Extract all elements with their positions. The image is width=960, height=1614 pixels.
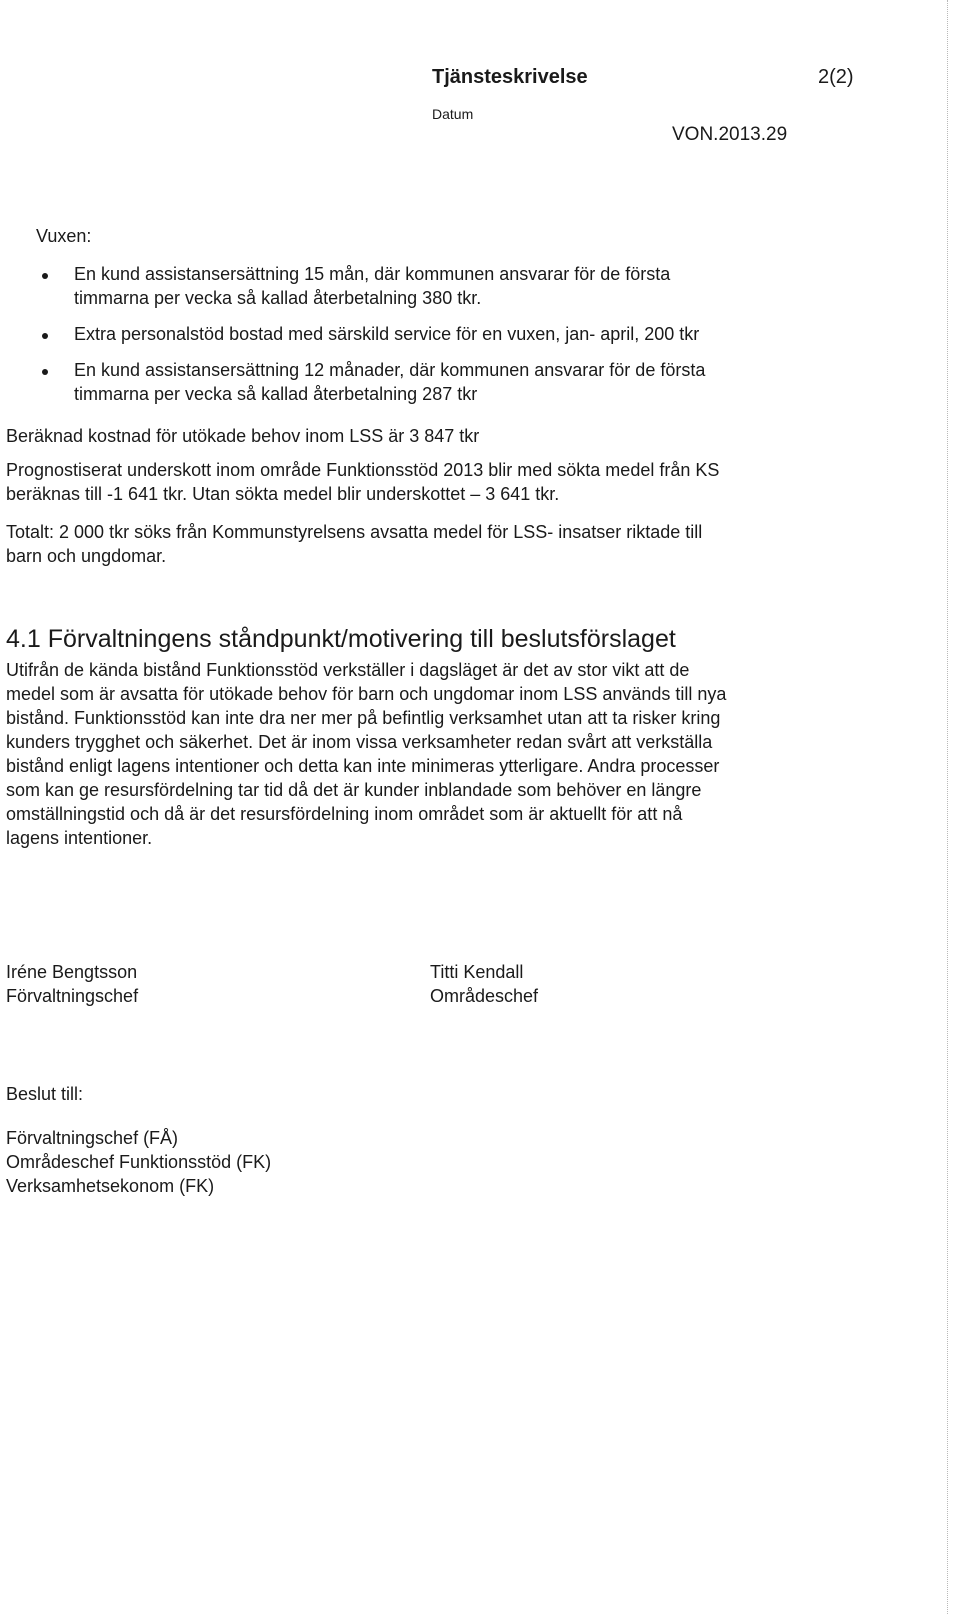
list-item	[36, 262, 856, 310]
paragraph-line: Prognostiserat underskott inom område Funktionsstöd 2013 blir med sökta medel från KS	[6, 460, 720, 480]
recipient-list	[6, 1126, 271, 1198]
paragraph-line: medel som är avsatta för utökade behov för barn och ungdomar inom LSS används till nya	[6, 684, 727, 704]
bullet-icon	[42, 273, 48, 279]
list-item	[36, 358, 856, 406]
reference-number: VON.2013.29	[672, 124, 788, 145]
page-number: 2(2)	[818, 66, 854, 88]
paragraph-totalt	[6, 520, 856, 568]
signatory-title: Områdeschef	[430, 986, 539, 1006]
list-item-line: En kund assistansersättning 12 månader, där kommunen ansvarar för de första	[74, 360, 706, 380]
paragraph-motivering	[6, 658, 856, 850]
beslut-heading: Beslut till:	[6, 1084, 84, 1104]
paragraph-line: barn och ungdomar.	[6, 546, 167, 566]
recipient: Verksamhetsekonom (FK)	[6, 1176, 215, 1196]
signature-right	[430, 960, 538, 1008]
paragraph-line: lagens intentioner.	[6, 828, 153, 848]
list-item-line: Extra personalstöd bostad med särskild service för en vuxen, jan- april, 200 tkr	[74, 324, 700, 344]
list-item-line: timmarna per vecka så kallad återbetalning 380 tkr.	[74, 288, 482, 308]
list-item	[36, 322, 856, 346]
bullet-icon	[42, 333, 48, 339]
signatory-name: Iréne Bengtsson	[6, 962, 138, 982]
signatory-title: Förvaltningschef	[6, 986, 139, 1006]
page-edge-line	[945, 0, 948, 1614]
list-item-line: En kund assistansersättning 15 mån, där kommunen ansvarar för de första	[74, 264, 671, 284]
vuxen-list	[36, 262, 856, 418]
section-heading: 4.1 Förvaltningens ståndpunkt/motivering till beslutsförslaget	[6, 625, 676, 653]
paragraph-line: Utifrån de kända bistånd Funktionsstöd verkställer i dagsläget är det av stor vikt att de	[6, 660, 690, 680]
paragraph-line: bistånd enligt lagens intentioner och detta kan inte minimeras ytterligare. Andra processer	[6, 756, 720, 776]
recipient: Områdeschef Funktionsstöd (FK)	[6, 1152, 272, 1172]
document-type: Tjänsteskrivelse	[432, 66, 588, 88]
paragraph-line: kunders trygghet och säkerhet. Det är inom vissa verksamheter redan svårt att verkställa	[6, 732, 713, 752]
date-label: Datum	[432, 106, 474, 122]
vuxen-heading: Vuxen:	[36, 226, 92, 246]
paragraph-line: bistånd. Funktionsstöd kan inte dra ner mer på befintlig verksamhet utan att ta risker kring	[6, 708, 721, 728]
paragraph-prognos	[6, 458, 856, 506]
recipient: Förvaltningschef (FÅ)	[6, 1128, 179, 1148]
paragraph-line: beräknas till -1 641 tkr. Utan sökta medel blir underskottet – 3 641 tkr.	[6, 484, 560, 504]
signature-left	[6, 960, 138, 1008]
signatory-name: Titti Kendall	[430, 962, 524, 982]
paragraph-beraknad: Beräknad kostnad för utökade behov inom LSS är 3 847 tkr	[6, 426, 480, 446]
bullet-icon	[42, 369, 48, 375]
paragraph-line: omställningstid och då är det resursfördelning inom området som är aktuellt för att nå	[6, 804, 683, 824]
list-item-line: timmarna per vecka så kallad återbetalning 287 tkr	[74, 384, 478, 404]
paragraph-line: Totalt: 2 000 tkr söks från Kommunstyrelsens avsatta medel för LSS- insatser riktade till	[6, 522, 703, 542]
paragraph-line: som kan ge resursfördelning tar tid då det är kunder inblandade som behöver en längre	[6, 780, 702, 800]
